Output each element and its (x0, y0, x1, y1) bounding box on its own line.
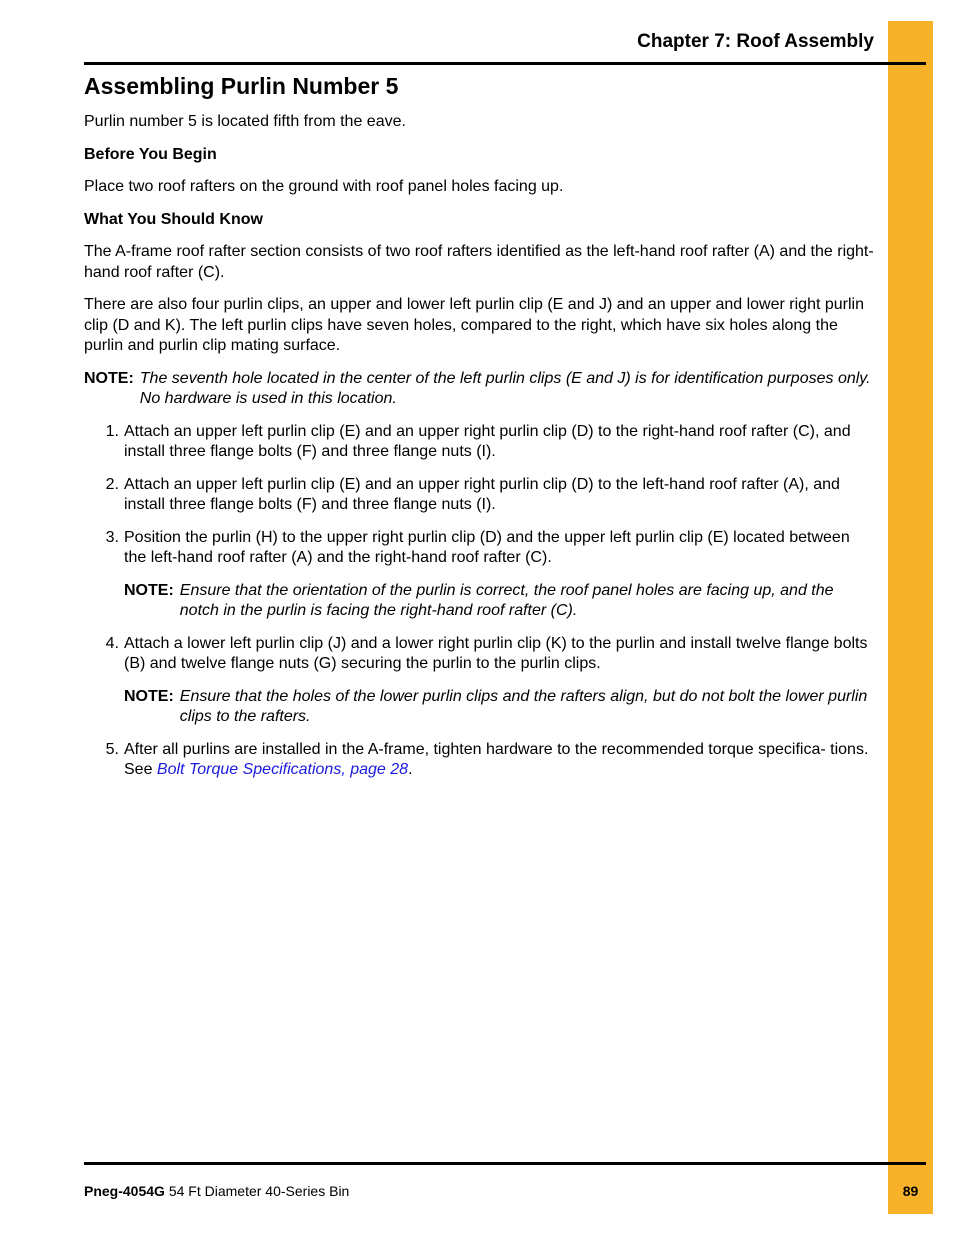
step-2 (84, 475, 874, 516)
step-5 (84, 740, 874, 781)
bolt-torque-link[interactable]: Bolt Torque Specifications, page 28 (156, 761, 409, 778)
page-title: Assembling Purlin Number 5 (84, 73, 399, 99)
step-number: 1. (105, 422, 119, 440)
intro-paragraph: Purlin number 5 is located fifth from the eave. (84, 113, 406, 130)
before-heading: Before You Begin (84, 145, 217, 163)
note-text: Ensure that the orientation of the purlin is correct, the roof panel holes are facing up, and the notch in the purlin is facing the right-hand roof rafter (C). (179, 581, 834, 619)
step-text: Attach a lower left purlin clip (J) and a lower right purlin clip (K) to the purlin and install twelve flange bolts (B) and twelve flange nuts (G) securing the purlin to the purlin clips. (124, 634, 868, 672)
page-number: 89 (902, 1183, 919, 1199)
note-orientation (124, 581, 874, 622)
note-label: NOTE: (124, 687, 174, 705)
step-number: 5. (105, 740, 119, 758)
know-paragraph-1: The A-frame roof rafter section consists of two roof rafters identified as the left-hand roof rafter (A) and the right-hand roof rafter (C). (84, 243, 874, 281)
step-text: Position the purlin (H) to the upper right purlin clip (D) and the upper left purlin clip (E) located between the left-hand roof rafter (A) and the right-hand roof rafter (C). (124, 528, 850, 566)
note-label: NOTE: (124, 581, 174, 599)
note-text: Ensure that the holes of the lower purlin clips and the rafters align, but do not bolt the lower purlin clips to the rafters. (179, 687, 868, 725)
steps-list (84, 422, 874, 781)
chapter-header: Chapter 7: Roof Assembly (637, 31, 874, 52)
step-3 (84, 528, 874, 569)
note-alignment (124, 687, 874, 728)
chapter-side-tab (888, 21, 933, 1214)
note-identification (84, 369, 874, 410)
step-text: After all purlins are installed in the A-frame, tighten hardware to the recommended torque specifica- tions. See (124, 740, 869, 778)
know-heading: What You Should Know (84, 210, 263, 228)
footer-doc-id: Pneg-4054G (84, 1183, 165, 1199)
step-text: Attach an upper left purlin clip (E) and an upper right purlin clip (D) to the right-hand roof rafter (C), and install three flange bolts (F) and three flange nuts (I). (124, 422, 851, 460)
step-text-end: . (408, 761, 413, 778)
step-number: 2. (105, 475, 119, 493)
step-number: 4. (105, 634, 119, 652)
footer-doc-info (84, 1183, 349, 1199)
footer-doc-title: 54 Ft Diameter 40-Series Bin (164, 1183, 350, 1199)
step-4 (84, 634, 874, 675)
step-text-container (124, 740, 874, 781)
header-rule (84, 62, 926, 65)
footer-rule (84, 1162, 926, 1165)
know-paragraph-2: There are also four purlin clips, an upper and lower left purlin clip (E and J) and an upper and lower right purlin clip (D and K). The left purlin clips have seven holes, compared to the right, which have six holes along the purlin and purlin clip mating surface. (84, 296, 864, 354)
page-content (84, 70, 874, 793)
before-paragraph: Place two roof rafters on the ground with roof panel holes facing up. (84, 178, 564, 195)
step-number: 3. (105, 528, 119, 546)
step-text: Attach an upper left purlin clip (E) and an upper right purlin clip (D) to the left-hand roof rafter (A), and install three flange bolts (F) and three flange nuts (I). (124, 475, 840, 513)
note-text: The seventh hole located in the center of the left purlin clips (E and J) is for identification purposes only. No hardware is used in this location. (139, 369, 871, 407)
step-1 (84, 422, 874, 463)
note-label: NOTE: (84, 369, 134, 387)
